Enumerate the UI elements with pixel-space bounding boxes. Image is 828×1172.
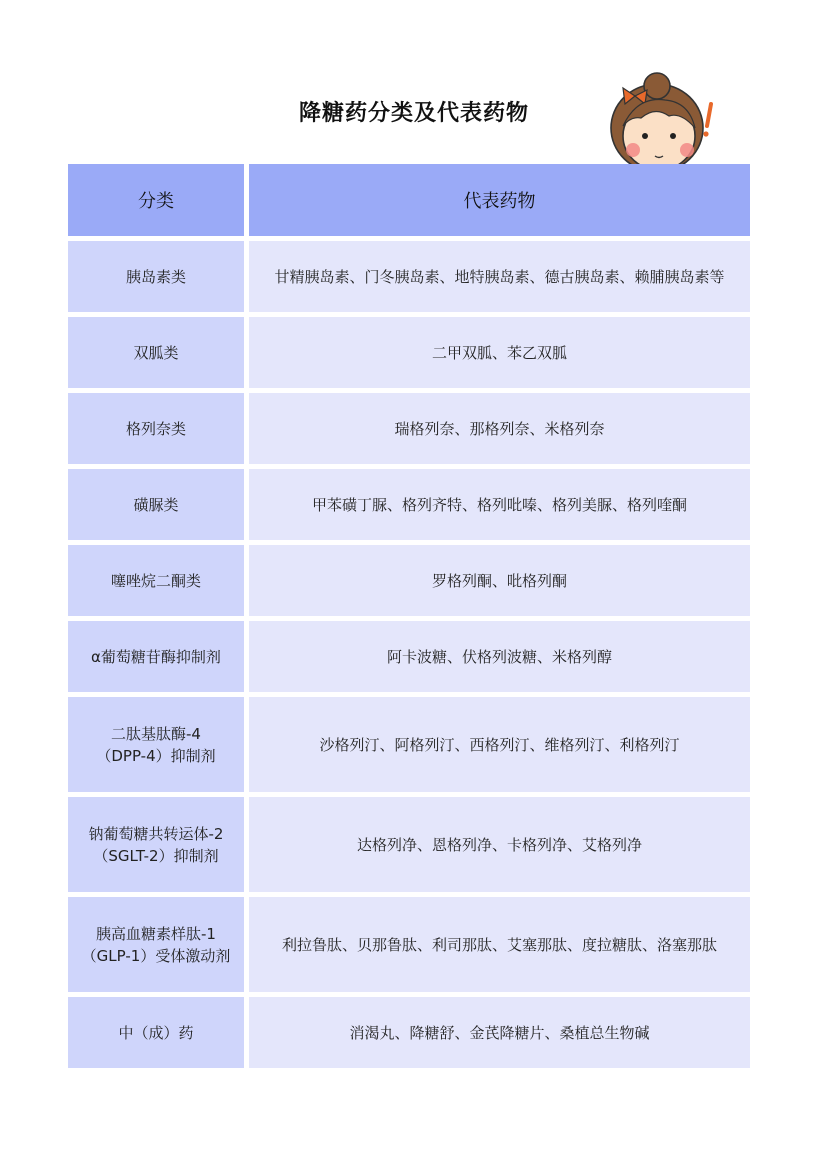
category-cell — [68, 697, 244, 792]
category-line: 胰高血糖素样肽-1 — [96, 924, 216, 943]
table-row — [68, 997, 750, 1068]
category-cell — [68, 797, 244, 892]
category-cell: 中（成）药 — [68, 997, 244, 1068]
category-cell: 噻唑烷二酮类 — [68, 545, 244, 616]
category-cell: 胰岛素类 — [68, 241, 244, 312]
category-line: （GLP-1）受体激动剂 — [81, 946, 231, 965]
category-line: （DPP-4）抑制剂 — [96, 746, 216, 765]
category-cell: α葡萄糖苷酶抑制剂 — [68, 621, 244, 692]
drugs-cell: 消渴丸、降糖舒、金芪降糖片、桑植总生物碱 — [249, 997, 750, 1068]
category-cell — [68, 897, 244, 992]
table-row — [68, 621, 750, 692]
page-title: 降糖药分类及代表药物 — [298, 101, 529, 126]
table-row — [68, 697, 750, 792]
drugs-cell: 二甲双胍、苯乙双胍 — [249, 317, 750, 388]
drugs-cell: 甘精胰岛素、门冬胰岛素、地特胰岛素、德古胰岛素、赖脯胰岛素等 — [249, 241, 750, 312]
table-row — [68, 317, 750, 388]
category-cell: 格列奈类 — [68, 393, 244, 464]
drugs-cell: 瑞格列奈、那格列奈、米格列奈 — [249, 393, 750, 464]
drugs-cell: 达格列净、恩格列净、卡格列净、艾格列净 — [249, 797, 750, 892]
drugs-cell: 阿卡波糖、伏格列波糖、米格列醇 — [249, 621, 750, 692]
drug-table — [63, 159, 755, 1073]
header-category: 分类 — [68, 164, 244, 236]
table-row — [68, 545, 750, 616]
table-row — [68, 469, 750, 540]
drugs-cell: 沙格列汀、阿格列汀、西格列汀、维格列汀、利格列汀 — [249, 697, 750, 792]
category-cell: 双胍类 — [68, 317, 244, 388]
category-cell: 磺脲类 — [68, 469, 244, 540]
category-line: （SGLT-2）抑制剂 — [93, 846, 219, 865]
category-line: 钠葡萄糖共转运体-2 — [88, 824, 224, 843]
category-line: 二肽基肽酶-4 — [111, 724, 201, 743]
table-row — [68, 797, 750, 892]
drugs-cell: 甲苯磺丁脲、格列齐特、格列吡嗪、格列美脲、格列喹酮 — [249, 469, 750, 540]
table-row — [68, 241, 750, 312]
table-row — [68, 393, 750, 464]
drugs-cell: 罗格列酮、吡格列酮 — [249, 545, 750, 616]
table-row — [68, 897, 750, 992]
drugs-cell: 利拉鲁肽、贝那鲁肽、利司那肽、艾塞那肽、度拉糖肽、洛塞那肽 — [249, 897, 750, 992]
header-drugs: 代表药物 — [249, 164, 750, 236]
